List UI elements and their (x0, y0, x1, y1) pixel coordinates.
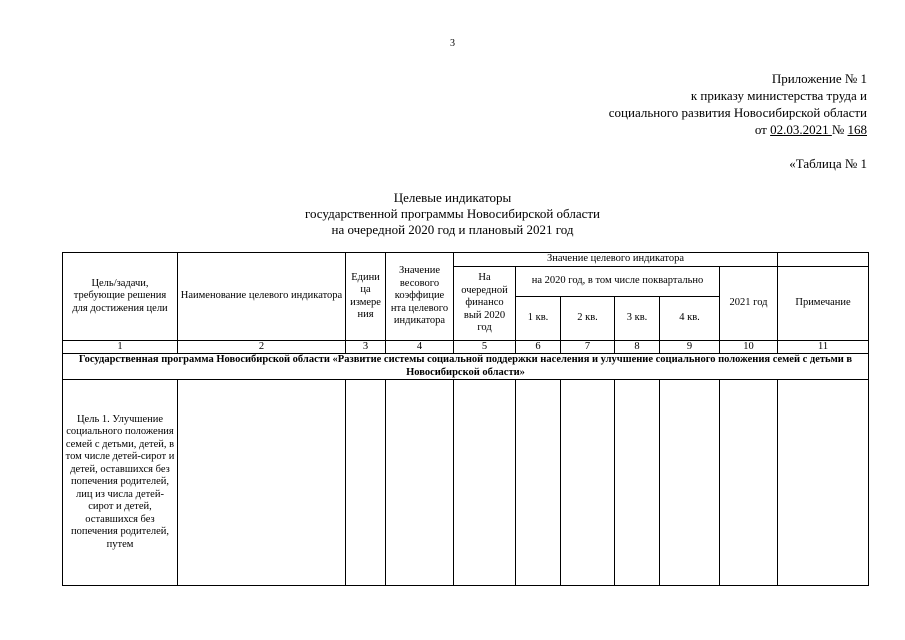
empty-cell (660, 380, 720, 586)
empty-cell (454, 380, 516, 586)
empty-cell (516, 380, 561, 586)
header-q2: 2 кв. (561, 297, 615, 341)
page-number: 3 (450, 38, 455, 49)
empty-cell (178, 380, 346, 586)
column-number-row (63, 341, 869, 354)
column-number: 7 (561, 341, 615, 354)
header-indicator-name: Наименование целевого индикатора (178, 253, 346, 341)
table-row (63, 380, 869, 586)
column-number: 11 (778, 341, 869, 354)
header-quarterly-group: на 2020 год, в том числе поквартально (516, 267, 720, 297)
empty-cell (386, 380, 454, 586)
appendix-line-1: Приложение № 1 (771, 71, 867, 86)
title-line-3: на очередной 2020 год и плановый 2021 год (331, 222, 574, 237)
column-number: 10 (720, 341, 778, 354)
date-prefix: от (754, 122, 771, 137)
number-prefix: № (831, 122, 848, 137)
header-goal: Цель/задачи, требующие решения для достижения цели (63, 253, 178, 341)
column-number: 2 (178, 341, 346, 354)
header-blank (778, 253, 869, 267)
header-q1: 1 кв. (516, 297, 561, 341)
table-reference: «Таблица № 1 (789, 156, 867, 171)
header-unit: Едини ца измере ния (346, 253, 386, 341)
order-date: 02.03.2021 (770, 122, 832, 137)
appendix-block (609, 70, 867, 138)
goal-1-cell: Цель 1. Улучшение социального положения семей с детьми, детей, в том числе детей-сирот и детей, оставшихся без попечения родителей, лиц из числа детей-сирот и детей, оставшихся без попечения родителей, путем (63, 380, 178, 586)
empty-cell (720, 380, 778, 586)
column-number: 3 (346, 341, 386, 354)
title-line-2: государственной программы Новосибирской области (304, 206, 601, 221)
header-q4: 4 кв. (660, 297, 720, 341)
appendix-date-line (609, 121, 867, 138)
header-q3: 3 кв. (615, 297, 660, 341)
column-number: 9 (660, 341, 720, 354)
header-value-group: Значение целевого индикатора (454, 253, 778, 267)
header-weight: Значение весового коэффицие нта целевого индикатора (386, 253, 454, 341)
column-number: 4 (386, 341, 454, 354)
appendix-line-2: к приказу министерства труда и (690, 88, 867, 103)
column-number: 1 (63, 341, 178, 354)
empty-cell (561, 380, 615, 586)
header-2021: 2021 год (720, 267, 778, 341)
column-number: 6 (516, 341, 561, 354)
column-number: 5 (454, 341, 516, 354)
appendix-line-3: социального развития Новосибирской области (608, 105, 867, 120)
document-title (0, 190, 905, 238)
indicators-table (62, 252, 869, 586)
empty-cell (778, 380, 869, 586)
order-number: 168 (847, 122, 867, 137)
program-row: Государственная программа Новосибирской области «Развитие системы социальной поддержки населения и улучшение социального положения семей с детьми в Новосибирской области» (63, 354, 869, 380)
empty-cell (615, 380, 660, 586)
header-note: Примечание (778, 267, 869, 341)
title-line-1: Целевые индикаторы (393, 190, 512, 205)
column-number: 8 (615, 341, 660, 354)
header-fiscal-year: На очередной финансо вый 2020 год (454, 267, 516, 341)
empty-cell (346, 380, 386, 586)
